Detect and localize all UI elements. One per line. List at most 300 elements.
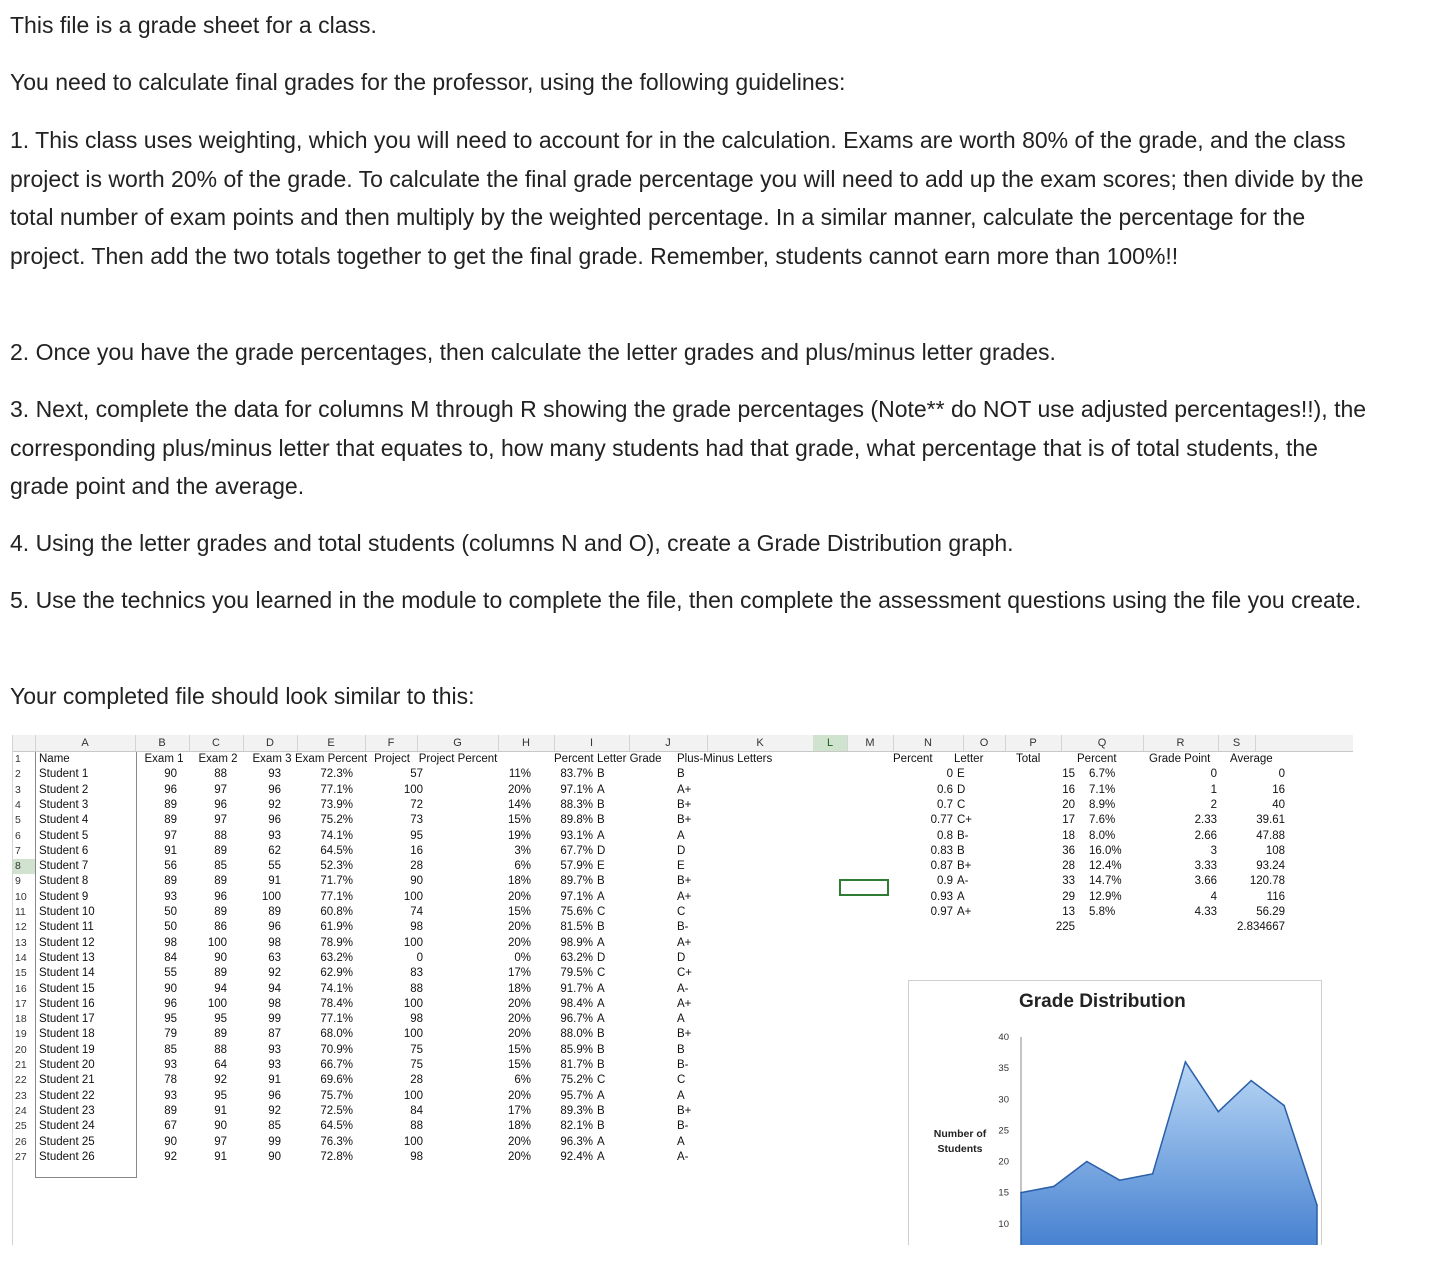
student-name: Student 13	[39, 951, 95, 964]
final-percent: 96.3%	[560, 1135, 593, 1148]
student-name: Student 11	[39, 921, 94, 934]
exam-percent: 73.9%	[320, 798, 353, 811]
lookup-percent: 0.83	[930, 844, 953, 857]
step-2: 2. Once you have the grade percentages, then calculate the letter grades and plus/minus letter grades.	[10, 339, 1056, 365]
lookup-total: 20	[1062, 798, 1075, 811]
row-number: 10	[15, 890, 27, 903]
lookup-percent-of-total: 12.4%	[1089, 860, 1122, 873]
project-percent: 18%	[507, 1120, 531, 1133]
student-name: Student 20	[39, 1059, 95, 1071]
exam2-score: 95	[214, 1013, 227, 1026]
exam3-score: 89	[268, 906, 281, 918]
project-score: 72	[410, 798, 423, 811]
plus-minus-letter: A+	[677, 783, 692, 796]
student-name: Student 25	[39, 1135, 95, 1148]
final-percent: 81.5%	[560, 921, 593, 934]
plus-minus-letter: D	[677, 844, 686, 857]
exam1-score: 93	[164, 1059, 177, 1071]
letter-grade: B	[597, 768, 605, 781]
student-name: Student 21	[39, 1074, 95, 1087]
lookup-total: 28	[1062, 860, 1075, 873]
lookup-percent: 0	[946, 768, 953, 781]
exam3-score: 99	[268, 1135, 281, 1148]
project-score: 74	[410, 906, 423, 918]
letter-grade: A	[597, 1089, 605, 1102]
y-tick-label: 15	[998, 1187, 1009, 1199]
row-number: 15	[15, 967, 27, 980]
exam2-score: 88	[214, 829, 227, 842]
row-number: 25	[15, 1120, 27, 1133]
column-letter-c: C	[189, 735, 244, 751]
step-5: 5. Use the technics you learned in the module to complete the file, then complete the assessment questions using the file you create.	[10, 587, 1362, 613]
plus-minus-letter: C	[677, 906, 686, 918]
plus-minus-letter: A	[677, 1135, 685, 1148]
exam3-score: 94	[268, 982, 281, 995]
data-point-D	[1053, 1186, 1055, 1188]
chart-title: Grade Distribution	[1019, 991, 1186, 1012]
exam-percent: 77.1%	[320, 1013, 353, 1026]
student-name: Student 22	[39, 1089, 95, 1102]
overall-average: 2.834667	[1237, 921, 1285, 934]
exam1-score: 67	[164, 1120, 177, 1133]
guidelines-intro: You need to calculate final grades for the professor, using the following guidelines:	[10, 69, 846, 95]
final-percent: 89.7%	[560, 875, 593, 888]
y-tick-label: 30	[998, 1094, 1009, 1106]
exam3-score: 63	[268, 951, 281, 964]
exam2-score: 89	[214, 1028, 227, 1041]
exam-percent: 71.7%	[320, 875, 353, 888]
data-point-A	[1283, 1105, 1285, 1107]
column-letter-a: A	[35, 735, 136, 751]
project-percent: 20%	[507, 921, 531, 934]
lookup-percent: 0.9	[937, 875, 953, 888]
project-percent: 20%	[507, 1150, 531, 1163]
row-number: 20	[15, 1043, 27, 1056]
column-letter-e: E	[297, 735, 366, 751]
letter-grade: B	[597, 798, 605, 811]
lookup-percent-of-total: 5.8%	[1089, 906, 1116, 918]
lookup-percent: 0.7	[937, 798, 953, 811]
exam-percent: 64.5%	[320, 844, 353, 857]
lookup-percent-of-total: 8.0%	[1089, 829, 1116, 842]
lookup-grade-point: 2.66	[1194, 829, 1217, 842]
exam3-score: 85	[268, 1120, 281, 1133]
lookup-letter: A-	[957, 875, 969, 888]
letter-grade: C	[597, 1074, 606, 1087]
project-percent: 0%	[514, 951, 531, 964]
project-percent: 3%	[514, 844, 531, 857]
exam2-score: 89	[214, 844, 227, 857]
outro-text: Your completed file should look similar to this:	[10, 683, 475, 709]
row-number: 7	[15, 844, 21, 857]
lookup-total: 36	[1062, 844, 1075, 857]
plus-minus-letter: A+	[677, 890, 692, 903]
project-percent: 20%	[507, 936, 531, 949]
letter-grade: B	[597, 1028, 605, 1041]
lookup-total: 16	[1062, 783, 1075, 796]
exam-percent: 68.0%	[320, 1028, 353, 1041]
column-letter-r: R	[1143, 735, 1219, 751]
header-plus-minus: Plus-Minus Letters	[677, 753, 773, 765]
project-percent: 17%	[507, 1104, 531, 1117]
project-score: 75	[410, 1043, 423, 1056]
column-letter-m: M	[847, 735, 894, 751]
lookup-letter: C+	[957, 814, 973, 827]
column-letter-k: K	[707, 735, 814, 751]
project-score: 98	[410, 1150, 423, 1163]
plus-minus-letter: B-	[677, 1120, 689, 1133]
plus-minus-letter: D	[677, 951, 686, 964]
student-name: Student 10	[39, 906, 95, 918]
project-score: 95	[410, 829, 423, 842]
student-name: Student 23	[39, 1104, 95, 1117]
final-percent: 63.2%	[560, 951, 593, 964]
letter-grade: A	[597, 1013, 605, 1026]
student-name: Student 6	[39, 844, 89, 857]
data-point-B+	[1218, 1111, 1220, 1113]
header-exam1: Exam 1	[144, 753, 184, 765]
exam2-score: 96	[214, 890, 227, 903]
lookup-average: 116	[1266, 890, 1285, 903]
exam1-score: 96	[164, 783, 177, 796]
exam3-score: 99	[268, 1013, 281, 1026]
exam1-score: 89	[164, 1104, 177, 1117]
student-name: Student 12	[39, 936, 95, 949]
exam2-score: 90	[214, 951, 227, 964]
plus-minus-letter: A-	[677, 1150, 689, 1163]
exam2-score: 96	[214, 798, 227, 811]
row-number: 8	[13, 859, 35, 874]
lookup-percent-of-total: 12.9%	[1089, 890, 1122, 903]
lookup-percent-of-total: 14.7%	[1089, 875, 1122, 888]
lookup-letter: C	[957, 798, 966, 811]
plus-minus-letter: B	[677, 768, 685, 781]
column-letter-d: D	[243, 735, 298, 751]
project-percent: 19%	[507, 829, 531, 842]
y-tick-label: 20	[998, 1156, 1009, 1168]
step-4: 4. Using the letter grades and total students (columns N and O), create a Grade Distribution graph.	[10, 530, 1014, 556]
chart-y-axis-label: Number of Students	[933, 1128, 987, 1155]
data-point-B	[1185, 1061, 1187, 1063]
letter-grade: D	[597, 844, 606, 857]
chart-plot	[909, 981, 1321, 1245]
exam-percent: 75.2%	[320, 814, 353, 827]
plus-minus-letter: E	[677, 860, 685, 873]
final-percent: 81.7%	[560, 1059, 593, 1071]
exam2-score: 95	[214, 1089, 227, 1102]
lookup-percent: 0.97	[930, 906, 953, 918]
plus-minus-letter: C+	[677, 967, 693, 980]
exam-percent: 77.1%	[320, 783, 353, 796]
row-number: 17	[15, 997, 27, 1010]
exam1-score: 90	[164, 1135, 177, 1148]
lookup-average: 120.78	[1249, 875, 1285, 888]
exam2-score: 88	[214, 768, 227, 781]
exam2-score: 91	[214, 1150, 227, 1163]
final-percent: 57.9%	[560, 860, 593, 873]
letter-grade: B	[597, 814, 605, 827]
lookup-total: 13	[1062, 906, 1075, 918]
exam1-score: 50	[164, 921, 177, 934]
total-students: 225	[1055, 921, 1075, 934]
project-score: 100	[403, 783, 423, 796]
intro-text: This file is a grade sheet for a class.	[10, 12, 377, 38]
project-percent: 6%	[514, 860, 531, 873]
exam1-score: 90	[164, 982, 177, 995]
exam2-score: 89	[214, 875, 227, 888]
student-name: Student 26	[39, 1150, 95, 1163]
project-percent: 20%	[507, 1013, 531, 1026]
exam1-score: 95	[164, 1013, 177, 1026]
column-letter-q: Q	[1061, 735, 1144, 751]
step-1: 1. This class uses weighting, which you will need to account for in the calculation. Exams are worth 80% of the grade, and the class project is worth 20% of the grade. To calculate the final grade percentage you will need to add up the exam scores; then divide by the total number of exam points and then multiply by the weighted percentage. In a similar manner, calculate the percentage for the project. Then add the two totals together to get the final grade. Remember, students cannot earn more than 100%!!	[10, 127, 1364, 269]
student-name: Student 9	[39, 890, 89, 903]
exam1-score: 92	[164, 1150, 177, 1163]
project-score: 28	[410, 1074, 423, 1087]
exam1-score: 50	[164, 906, 177, 918]
student-name: Student 2	[39, 783, 89, 796]
lookup-grade-point: 0	[1210, 768, 1217, 781]
y-tick-label: 35	[998, 1063, 1009, 1075]
header-exam-percent: Exam Percent	[295, 753, 368, 765]
lookup-average: 39.61	[1256, 814, 1285, 827]
letter-grade: E	[597, 860, 605, 873]
exam2-score: 88	[214, 1043, 227, 1056]
exam3-score: 96	[268, 814, 281, 827]
exam2-score: 89	[214, 906, 227, 918]
exam3-score: 96	[268, 921, 281, 934]
exam3-score: 98	[268, 997, 281, 1010]
exam3-score: 96	[268, 783, 281, 796]
project-percent: 17%	[507, 967, 531, 980]
exam1-score: 84	[164, 951, 177, 964]
plus-minus-letter: C	[677, 1074, 686, 1087]
exam1-score: 89	[164, 875, 177, 888]
letter-grade: A	[597, 936, 605, 949]
lookup-average: 56.29	[1256, 906, 1285, 918]
project-percent: 15%	[507, 1043, 531, 1056]
data-point-C+	[1119, 1179, 1121, 1181]
row-number: 5	[15, 814, 21, 827]
row-number: 1	[15, 753, 21, 765]
lookup-grade-point: 3	[1210, 844, 1217, 857]
exam2-score: 91	[214, 1104, 227, 1117]
lookup-letter: A+	[957, 906, 972, 918]
lookup-percent: 0.8	[937, 829, 953, 842]
exam-percent: 63.2%	[320, 951, 353, 964]
row-number: 19	[15, 1028, 27, 1041]
exam-percent: 76.3%	[320, 1135, 353, 1148]
header-n-letter: Letter	[954, 753, 984, 765]
plus-minus-letter: A+	[677, 997, 692, 1010]
lookup-grade-point: 2.33	[1194, 814, 1217, 827]
exam3-score: 91	[268, 875, 281, 888]
header-exam2: Exam 2	[198, 753, 238, 765]
spreadsheet-screenshot	[12, 735, 1353, 1245]
exam3-score: 93	[268, 768, 281, 781]
exam2-score: 92	[214, 1074, 227, 1087]
final-percent: 89.8%	[560, 814, 593, 827]
exam1-score: 96	[164, 997, 177, 1010]
exam-percent: 72.8%	[320, 1150, 353, 1163]
student-name: Student 8	[39, 875, 89, 888]
letter-grade: D	[597, 951, 606, 964]
y-tick-label: 40	[998, 1032, 1009, 1043]
column-header-bar	[13, 735, 1353, 752]
letter-grade: B	[597, 875, 605, 888]
project-score: 100	[403, 1135, 423, 1148]
exam1-score: 85	[164, 1043, 177, 1056]
final-percent: 83.7%	[560, 768, 593, 781]
header-exam3: Exam 3	[252, 753, 292, 765]
column-letter-i: I	[554, 735, 630, 751]
final-percent: 88.3%	[560, 798, 593, 811]
project-score: 100	[403, 936, 423, 949]
lookup-percent-of-total: 8.9%	[1089, 798, 1116, 811]
lookup-average: 0	[1278, 768, 1285, 781]
lookup-letter: B	[957, 844, 965, 857]
exam2-score: 94	[214, 982, 227, 995]
header-p-percent: Percent	[1077, 753, 1117, 765]
project-percent: 18%	[507, 875, 531, 888]
exam3-score: 55	[268, 860, 281, 873]
exam-percent: 78.4%	[320, 997, 353, 1010]
row-number: 9	[15, 875, 21, 888]
lookup-average: 93.24	[1256, 860, 1285, 873]
student-name: Student 5	[39, 829, 89, 842]
exam1-score: 91	[164, 844, 177, 857]
row-number: 16	[15, 982, 27, 995]
exam3-score: 92	[268, 1104, 281, 1117]
exam1-score: 79	[164, 1028, 177, 1041]
exam-percent: 74.1%	[320, 982, 353, 995]
exam2-score: 97	[214, 783, 227, 796]
exam-percent: 62.9%	[320, 967, 353, 980]
student-name: Student 16	[39, 997, 95, 1010]
data-point-A-	[1250, 1080, 1252, 1082]
final-percent: 98.4%	[560, 997, 593, 1010]
header-r-average: Average	[1230, 753, 1273, 765]
letter-grade: A	[597, 829, 605, 842]
exam-percent: 52.3%	[320, 860, 353, 873]
letter-grade: B	[597, 1043, 605, 1056]
exam3-score: 91	[268, 1074, 281, 1087]
row-number: 14	[15, 951, 27, 964]
exam-percent: 66.7%	[320, 1059, 353, 1071]
lookup-letter: B+	[957, 860, 972, 873]
project-score: 57	[410, 768, 423, 781]
lookup-percent: 0.87	[930, 860, 953, 873]
project-percent: 20%	[507, 1028, 531, 1041]
row-number: 6	[15, 829, 21, 842]
row-number: 3	[15, 783, 21, 796]
final-percent: 91.7%	[560, 982, 593, 995]
letter-grade: A	[597, 783, 605, 796]
lookup-letter: A	[957, 890, 965, 903]
row-number: 13	[15, 936, 27, 949]
select-all-corner	[13, 735, 36, 751]
column-letter-n: N	[893, 735, 964, 751]
area-series	[1021, 1062, 1317, 1245]
exam2-score: 86	[214, 921, 227, 934]
exam2-score: 90	[214, 1120, 227, 1133]
plus-minus-letter: B+	[677, 1028, 692, 1041]
project-score: 98	[410, 921, 423, 934]
exam1-score: 93	[164, 890, 177, 903]
project-percent: 18%	[507, 982, 531, 995]
lookup-percent-of-total: 7.6%	[1089, 814, 1116, 827]
row-number: 22	[15, 1074, 27, 1087]
project-score: 16	[410, 844, 423, 857]
exam2-score: 100	[207, 997, 227, 1010]
letter-grade: B	[597, 1059, 605, 1071]
lookup-grade-point: 3.33	[1194, 860, 1217, 873]
plus-minus-letter: B+	[677, 814, 692, 827]
column-letter-o: O	[963, 735, 1006, 751]
row-number: 23	[15, 1089, 27, 1102]
project-score: 73	[410, 814, 423, 827]
lookup-total: 33	[1062, 875, 1075, 888]
exam-percent: 61.9%	[320, 921, 353, 934]
exam1-score: 98	[164, 936, 177, 949]
final-percent: 98.9%	[560, 936, 593, 949]
exam1-score: 90	[164, 768, 177, 781]
plus-minus-letter: B-	[677, 921, 689, 934]
plus-minus-letter: B+	[677, 798, 692, 811]
data-point-C	[1086, 1161, 1088, 1163]
lookup-percent: 0.77	[930, 814, 953, 827]
lookup-grade-point: 4	[1210, 890, 1217, 903]
exam1-score: 97	[164, 829, 177, 842]
exam1-score: 56	[164, 860, 177, 873]
exam-percent: 60.8%	[320, 906, 353, 918]
row-number: 12	[15, 921, 27, 934]
final-percent: 82.1%	[560, 1120, 593, 1133]
letter-grade: B	[597, 1120, 605, 1133]
exam-percent: 64.5%	[320, 1120, 353, 1133]
student-name: Student 14	[39, 967, 95, 980]
project-percent: 20%	[507, 1135, 531, 1148]
plus-minus-letter: A	[677, 1013, 685, 1026]
final-percent: 88.0%	[560, 1028, 593, 1041]
exam1-score: 89	[164, 798, 177, 811]
row-number: 21	[15, 1059, 27, 1071]
lookup-grade-point: 4.33	[1194, 906, 1217, 918]
y-tick-label: 10	[998, 1218, 1009, 1230]
exam3-score: 93	[268, 829, 281, 842]
student-name: Student 3	[39, 798, 89, 811]
project-percent: 14%	[507, 798, 531, 811]
row-number: 18	[15, 1013, 27, 1026]
project-score: 98	[410, 1013, 423, 1026]
exam3-score: 93	[268, 1059, 281, 1071]
column-letter-p: P	[1005, 735, 1062, 751]
project-score: 88	[410, 982, 423, 995]
exam-percent: 75.7%	[320, 1089, 353, 1102]
exam3-score: 93	[268, 1043, 281, 1056]
project-score: 88	[410, 1120, 423, 1133]
letter-grade: A	[597, 1150, 605, 1163]
project-percent: 20%	[507, 783, 531, 796]
exam-percent: 78.9%	[320, 936, 353, 949]
student-name: Student 1	[39, 768, 89, 781]
student-name: Student 7	[39, 860, 89, 873]
exam3-score: 92	[268, 798, 281, 811]
final-percent: 85.9%	[560, 1043, 593, 1056]
plus-minus-letter: A	[677, 1089, 685, 1102]
plus-minus-letter: A-	[677, 982, 689, 995]
project-score: 83	[410, 967, 423, 980]
